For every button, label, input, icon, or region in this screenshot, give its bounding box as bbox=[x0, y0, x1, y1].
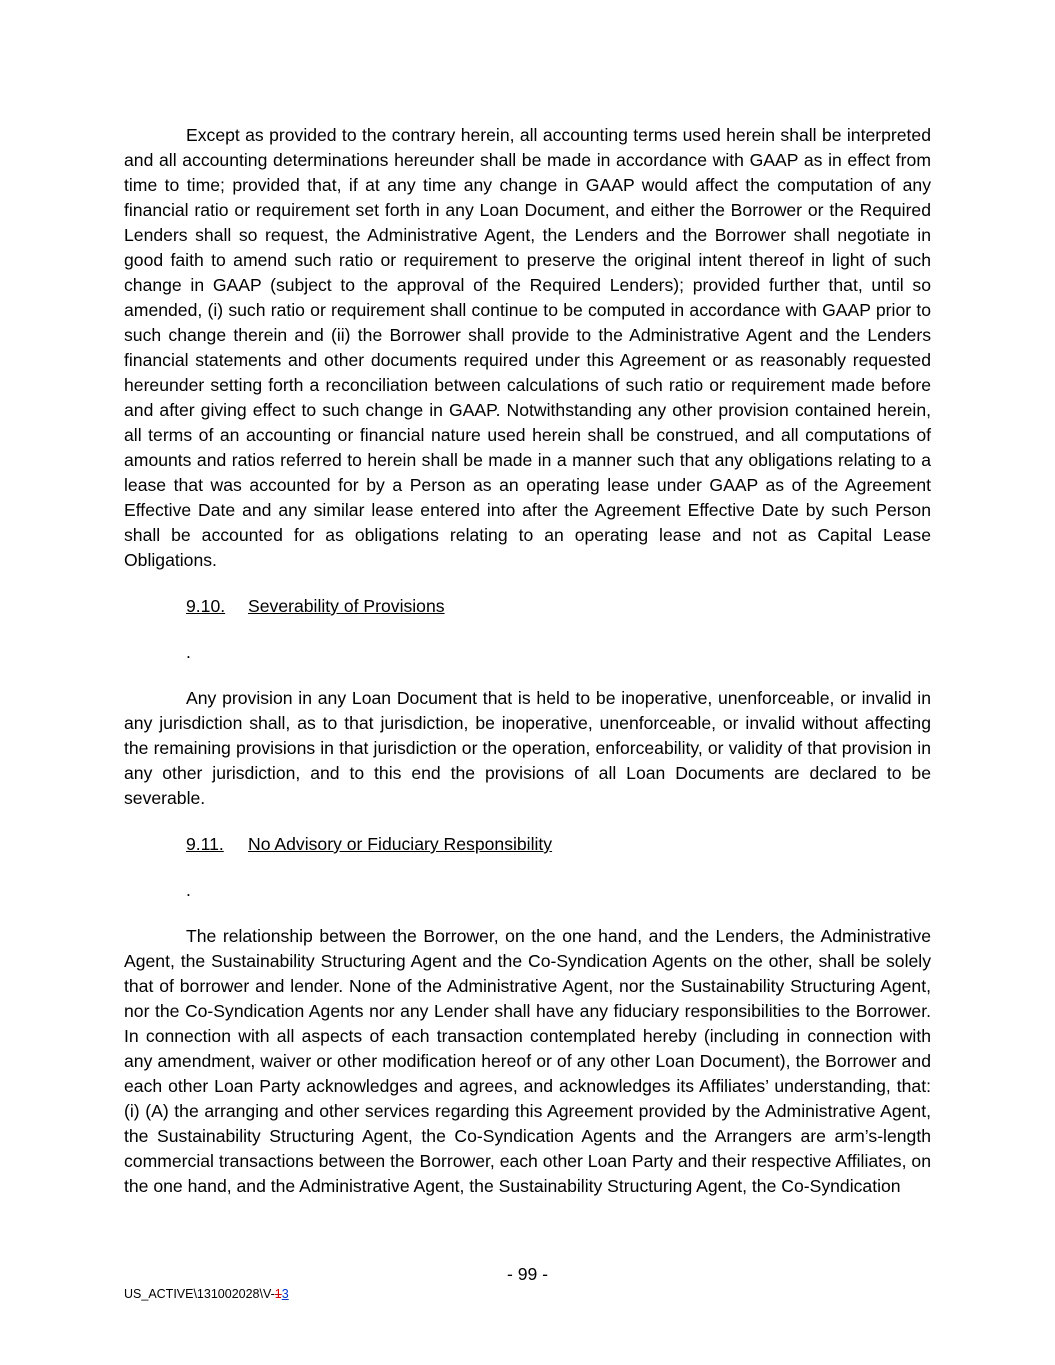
severability-paragraph: Any provision in any Loan Document that is held to be inoperative, unenforceable, or invalid in any jurisdiction shall, as to that jurisdiction, be inoperative, unenforceable, or invalid without affecting the remaining provisions in that jurisdiction or the operation, enforceability, or validity of that provision in any other jurisdiction, and to this end the provisions of all Loan Documents are declared to be severable. bbox=[124, 688, 931, 808]
doc-id-inserted-version: 3 bbox=[281, 1287, 289, 1301]
section-number: 9.11. bbox=[186, 834, 224, 854]
document-body bbox=[124, 123, 931, 1199]
page-number: - 99 - bbox=[506, 1264, 549, 1284]
doc-id-deleted-version: 1 bbox=[274, 1287, 282, 1301]
section-title: Severability of Provisions bbox=[248, 596, 445, 616]
document-id bbox=[124, 1286, 289, 1302]
section-number: 9.10. bbox=[186, 596, 226, 616]
accounting-terms-paragraph: Except as provided to the contrary herein, all accounting terms used herein shall be interpreted and all accounting determinations hereunder shall be made in accordance with GAAP as in effect from time to time; provided that, if at any time any change in GAAP would affect the computation of any financial ratio or requirement set forth in any Loan Document, and either the Borrower or the Required Lenders shall so request, the Administrative Agent, the Lenders and the Borrower shall negotiate in good faith to amend such ratio or requirement to preserve the original intent thereof in light of such change in GAAP (subject to the approval of the Required Lenders); provided further that, until so amended, (i) such ratio or requirement shall continue to be computed in accordance with GAAP prior to such change therein and (ii) the Borrower shall provide to the Administrative Agent and the Lenders financial statements and other documents required under this Agreement or as reasonably requested hereunder setting forth a reconciliation between calculations of such ratio or requirement made before and after giving effect to such change in GAAP. Notwithstanding any other provision contained herein, all terms of an accounting or financial nature used herein shall be construed, and all computations of amounts and ratios referred to herein shall be made in a manner such that any obligations relating to a lease that was accounted for by a Person as an operating lease under GAAP as of the Agreement Effective Date and any similar lease entered into after the Agreement Effective Date by such Person shall be accounted for as obligations relating to an operating lease and not as Capital Lease Obligations. bbox=[124, 125, 931, 570]
section-heading-9-11 bbox=[124, 832, 931, 857]
section-title: No Advisory or Fiduciary Responsibility bbox=[248, 834, 553, 854]
section-period: . bbox=[186, 880, 191, 900]
advisory-paragraph: The relationship between the Borrower, on the one hand, and the Lenders, the Administrative Agent, the Sustainability Structuring Agent and the Co-Syndication Agents on the other, shall be solely that of borrower and lender. None of the Administrative Agent, nor the Sustainability Structuring Agent, nor the Co-Syndication Agents nor any Lender shall have any fiduciary responsibilities to the Borrower. In connection with all aspects of each transaction contemplated hereby (including in connection with any amendment, waiver or other modification hereof or of any other Loan Document), the Borrower and each other Loan Party acknowledges and agrees, and acknowledges its Affiliates’ understanding, that: (i) (A) the arranging and other services regarding this Agreement provided by the Administrative Agent, the Sustainability Structuring Agent, the Co-Syndication Agents and the Arrangers are arm’s-length commercial transactions between the Borrower, each other Loan Party and their respective Affiliates, on the one hand, and the Administrative Agent, the Sustainability Structuring Agent, the Co-Syndication bbox=[124, 926, 931, 1196]
section-period: . bbox=[186, 642, 191, 662]
doc-id-prefix: US_ACTIVE\131002028\V- bbox=[124, 1287, 275, 1301]
section-heading-9-10 bbox=[124, 594, 931, 619]
